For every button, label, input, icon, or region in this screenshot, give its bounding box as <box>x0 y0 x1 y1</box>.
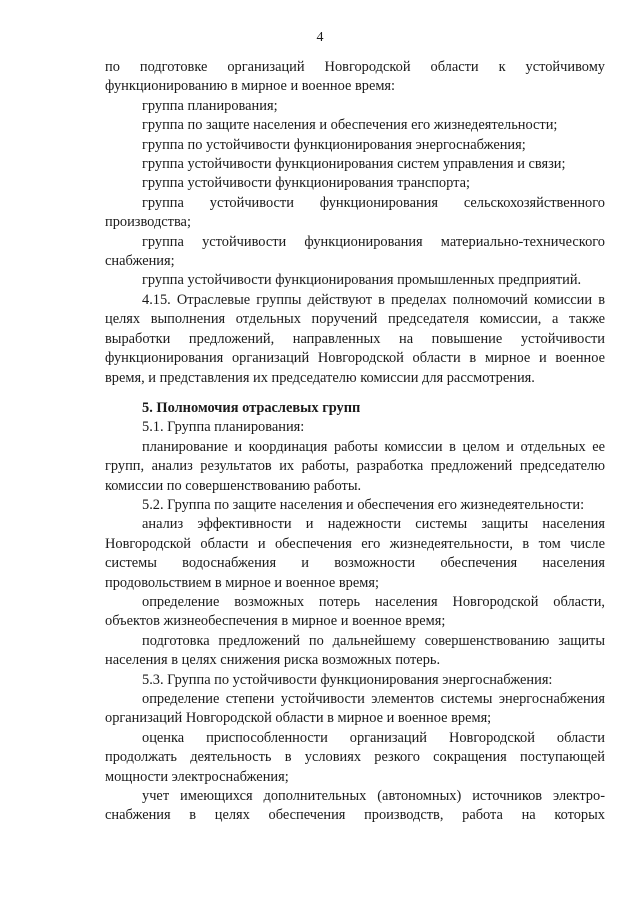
list-item-industry: группа устойчивости функционирования промышленных предприятий. <box>142 272 582 289</box>
clause-5-3-stability: определение степени устойчивости элементов системы энергоснабжения организаций Новгородской области в мирное и военное время; <box>105 691 605 727</box>
clause-5-3-assessment: оценка приспособленности организаций Новгородской области продолжать деятельность в условиях резкого сокращения поступающей мощности электроснабжения; <box>105 729 605 785</box>
clause-5-2-proposals: подготовка предложений по дальнейшему совершенствованию защиты населения в целях снижения риска возможных потерь. <box>105 632 605 669</box>
clause-4-15: 4.15. Отраслевые группы действуют в пределах полномочий комиссии в целях выполнения отдельных поручений председателя комиссии, а также выработки предложений, направленных на повышение устойчивости функционирования организаций Новгородской области в мирное и военное время, и представления их председателю комиссии для рассмотрения. <box>105 291 605 386</box>
list-item-transport: группа устойчивости функционирования транспорта; <box>142 175 470 192</box>
clause-5-1-text: планирование и координация работы комиссии в целом и отдельных ее групп, анализ результатов их работы, разработка предложений председателю комиссии по совершенствованию работы. <box>105 438 605 494</box>
list-item-energy: группа по устойчивости функционирования энергоснабжения; <box>142 136 526 153</box>
continuation-paragraph: по подготовке организаций Новгородской области к устойчивому функционированию в мирное и военное время: <box>105 59 605 95</box>
clause-5-3: 5.3. Группа по устойчивости функционирования энергоснабжения: <box>142 671 553 688</box>
clause-5-2-losses: определение возможных потерь населения Новгородской области, объектов жизнеобеспечения в мирное и военное время; <box>105 593 605 630</box>
list-item-control-communication: группа устойчивости функционирования систем управления и связи; <box>142 156 566 173</box>
page-number: 4 <box>316 30 324 45</box>
document-body <box>105 58 605 826</box>
section-5-heading: 5. Полномочия отраслевых групп <box>142 399 361 416</box>
list-item-planning: группа планирования; <box>142 97 278 114</box>
clause-5-2-analysis: анализ эффективности и надежности системы защиты населения Новгородской области и обеспечения его жизнедеятельности, в том числе системы водоснабжения и возможности обеспечения населения продовольствием в мирное и военное время; <box>105 516 605 591</box>
list-item-material-supply: группа устойчивости функционирования материально-технического снабжения; <box>105 233 605 270</box>
clause-5-3-sources: учет имеющихся дополнительных (автономных) источников электро-снабжения в целях обеспечения производств, работа на которых <box>105 788 605 824</box>
clause-5-1: 5.1. Группа планирования: <box>142 419 305 436</box>
list-item-population-protection: группа по защите населения и обеспечения его жизнедеятельности; <box>142 117 558 134</box>
list-item-agriculture: группа устойчивости функционирования сельскохозяйственного производства; <box>105 194 605 231</box>
clause-5-2: 5.2. Группа по защите населения и обеспечения его жизнедеятельности: <box>142 496 585 513</box>
